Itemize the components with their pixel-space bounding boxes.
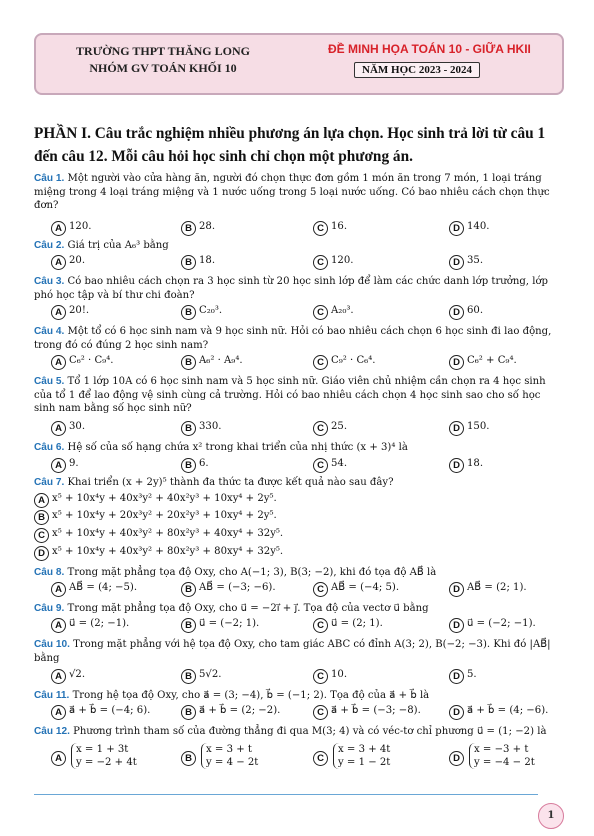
option-text: 330.: [199, 421, 222, 432]
option-b[interactable]: [181, 582, 276, 597]
option-c[interactable]: [313, 743, 390, 769]
option-d[interactable]: [449, 305, 483, 320]
option-text: a⃗ + b⃗ = (−4; 6).: [69, 705, 151, 716]
question-label: Câu 10.: [34, 639, 70, 650]
option-text: a⃗ + b⃗ = (−3; −8).: [331, 705, 421, 716]
question-text: Trong mặt phẳng tọa độ Oxy, cho u⃗ = −2i⃗ + j⃗. Tọa độ của vectơ u⃗ bằng: [67, 603, 429, 614]
option-text: C₆² · C₉⁴.: [69, 355, 114, 366]
option-a[interactable]: [51, 618, 129, 633]
option-d[interactable]: [449, 458, 483, 473]
option-b[interactable]: [34, 510, 277, 525]
question-1: [34, 172, 560, 213]
option-text: u⃗ = (−2; 1).: [199, 618, 260, 629]
option-a[interactable]: [51, 305, 89, 320]
question-label: Câu 6.: [34, 442, 65, 453]
option-b[interactable]: [181, 618, 259, 633]
option-letter-circle: C: [313, 221, 328, 236]
option-d[interactable]: [449, 618, 536, 633]
option-letter-circle: C: [313, 458, 328, 473]
question-label: Câu 7.: [34, 477, 65, 488]
option-b[interactable]: [181, 255, 215, 270]
option-letter-circle: D: [449, 355, 464, 370]
option-letter-circle: D: [449, 221, 464, 236]
option-a[interactable]: [51, 669, 85, 684]
option-letter-circle: D: [449, 618, 464, 633]
option-letter-circle: A: [34, 493, 49, 508]
option-letter-circle: B: [181, 355, 196, 370]
option-letter-circle: C: [313, 255, 328, 270]
equation-line: y = 4 − 2t: [206, 757, 259, 768]
option-b[interactable]: [181, 305, 222, 320]
option-letter-circle: A: [51, 669, 66, 684]
option-text: 5.: [467, 669, 477, 680]
school-line-2: NHÓM GV TOÁN KHỐI 10: [89, 61, 237, 75]
option-a[interactable]: [51, 458, 79, 473]
question-6: [34, 441, 560, 455]
option-b[interactable]: [181, 705, 280, 720]
option-c[interactable]: [313, 669, 347, 684]
option-text: u⃗ = (2; −1).: [69, 618, 130, 629]
option-text: 25.: [331, 421, 348, 432]
options-row: [34, 221, 560, 236]
option-a[interactable]: [51, 221, 91, 236]
options-row: [34, 458, 560, 473]
option-text: x⁵ + 10x⁴y + 40x³y² + 40x²y³ + 10xy⁴ + 2y⁵.: [52, 493, 277, 504]
option-text: 28.: [199, 221, 216, 232]
header-box: [34, 33, 564, 95]
exam-title: ĐỀ MINH HỌA TOÁN 10 - GIỮA HKII: [328, 42, 531, 56]
option-text: 18.: [467, 458, 484, 469]
option-a[interactable]: [34, 493, 277, 508]
question-4: [34, 325, 560, 352]
option-letter-circle: A: [51, 582, 66, 597]
question-10: [34, 638, 560, 665]
option-text: 60.: [467, 305, 484, 316]
equation-line: x = 3 + 4t: [338, 744, 391, 755]
option-b[interactable]: [181, 743, 258, 769]
option-b[interactable]: [181, 669, 221, 684]
option-letter-circle: D: [449, 669, 464, 684]
option-d[interactable]: [34, 546, 283, 561]
option-c[interactable]: [313, 305, 354, 320]
school-name: [58, 43, 268, 77]
option-d[interactable]: [449, 705, 548, 720]
option-a[interactable]: [51, 705, 150, 720]
option-text: a⃗ + b⃗ = (2; −2).: [199, 705, 281, 716]
option-letter-circle: A: [51, 705, 66, 720]
option-letter-circle: C: [34, 528, 49, 543]
option-c[interactable]: [313, 458, 347, 473]
option-text: AB⃗ = (4; −5).: [69, 582, 138, 593]
option-text: 9.: [69, 458, 79, 469]
option-text: u⃗ = (2; 1).: [331, 618, 383, 629]
option-text: x⁵ + 10x⁴y + 20x³y² + 20x²y³ + 10xy⁴ + 2y⁵.: [52, 510, 277, 521]
question-7: [34, 476, 560, 490]
option-text: u⃗ = (−2; −1).: [467, 618, 536, 629]
option-text: x⁵ + 10x⁴y + 40x³y² + 80x²y³ + 80xy⁴ + 32y⁵.: [52, 546, 284, 557]
options-row: [34, 705, 560, 720]
school-year: NĂM HỌC 2023 - 2024: [354, 62, 480, 78]
option-text: A₆² · A₉⁴.: [199, 355, 243, 366]
page-number: 1: [538, 803, 564, 829]
question-label: Câu 12.: [34, 726, 70, 737]
option-b[interactable]: [181, 421, 221, 436]
option-letter-circle: A: [51, 221, 66, 236]
option-letter-circle: A: [51, 305, 66, 320]
option-c[interactable]: [313, 255, 353, 270]
option-d[interactable]: [449, 582, 527, 597]
options-row: [34, 255, 560, 270]
option-letter-circle: A: [51, 751, 66, 766]
question-label: Câu 3.: [34, 276, 65, 287]
option-letter-circle: A: [51, 355, 66, 370]
question-label: Câu 9.: [34, 603, 65, 614]
question-text: Hệ số của số hạng chứa x² trong khai triển của nhị thức (x + 3)⁴ là: [67, 442, 408, 453]
options-row: [34, 305, 560, 320]
option-b[interactable]: [181, 221, 215, 236]
option-letter-circle: B: [181, 582, 196, 597]
equation-line: y = −4 − 2t: [474, 757, 535, 768]
option-text: 140.: [467, 221, 490, 232]
question-label: Câu 2.: [34, 240, 65, 251]
option-text: 18.: [199, 255, 216, 266]
option-d[interactable]: [449, 255, 483, 270]
question-text: Trong mặt phẳng tọa độ Oxy, cho A(−1; 3), B(3; −2), khi đó tọa độ AB⃗ là: [67, 567, 437, 578]
option-letter-circle: A: [51, 458, 66, 473]
option-text: 54.: [331, 458, 348, 469]
option-text: 20.: [69, 255, 86, 266]
equation-line: x = −3 + t: [474, 744, 529, 755]
option-letter-circle: B: [181, 255, 196, 270]
question-9: [34, 602, 560, 616]
option-c[interactable]: [313, 421, 347, 436]
option-letter-circle: B: [181, 669, 196, 684]
option-c[interactable]: [34, 528, 283, 543]
options-row: [34, 744, 560, 772]
question-label: Câu 4.: [34, 326, 65, 337]
question-5: [34, 375, 560, 416]
question-2: [34, 239, 560, 253]
option-letter-circle: B: [181, 751, 196, 766]
option-letter-circle: D: [449, 458, 464, 473]
question-11: [34, 689, 560, 703]
option-letter-circle: B: [181, 705, 196, 720]
options-row: [34, 582, 560, 597]
question-text: Giá trị của A₆³ bằng: [67, 240, 169, 251]
options-row: [34, 421, 560, 436]
option-letter-circle: B: [181, 458, 196, 473]
option-letter-circle: C: [313, 421, 328, 436]
equation-line: x = 3 + t: [206, 744, 252, 755]
option-d[interactable]: [449, 355, 517, 370]
option-text: x⁵ + 10x⁴y + 40x³y² + 80x²y³ + 40xy⁴ + 32y⁵.: [52, 528, 284, 539]
option-text: AB⃗ = (−4; 5).: [331, 582, 400, 593]
question-text: Khai triển (x + 2y)⁵ thành đa thức ta được kết quả nào sau đây?: [67, 477, 394, 488]
option-letter-circle: D: [449, 582, 464, 597]
option-letter-circle: A: [51, 421, 66, 436]
option-letter-circle: B: [181, 618, 196, 633]
options-row: [34, 355, 560, 370]
option-d[interactable]: [449, 743, 535, 769]
option-text: 120.: [69, 221, 92, 232]
option-a[interactable]: [51, 255, 85, 270]
option-letter-circle: D: [449, 751, 464, 766]
option-letter-circle: C: [313, 669, 328, 684]
school-line-1: TRƯỜNG THPT THĂNG LONG: [76, 44, 250, 58]
equation-system: [469, 743, 535, 769]
option-letter-circle: C: [313, 305, 328, 320]
option-c[interactable]: [313, 221, 347, 236]
option-text: 150.: [467, 421, 490, 432]
option-c[interactable]: [313, 355, 375, 370]
option-letter-circle: B: [181, 421, 196, 436]
option-letter-circle: C: [313, 751, 328, 766]
option-c[interactable]: [313, 705, 421, 720]
question-text: Một người vào cửa hàng ăn, người đó chọn thực đơn gồm 1 món ăn trong 7 món, 1 loại tráng miệng trong 4 loại tráng miệng và 1 nước uống trong 5 loại nước uống. Có bao nhiêu cách chọn thực đơn?: [34, 173, 550, 211]
question-text: Phương trình tham số của đường thẳng đi qua M(3; 4) và có véc-tơ chỉ phương u⃗ = (1; −2) là: [73, 726, 547, 737]
option-c[interactable]: [313, 618, 383, 633]
footer-divider: [34, 794, 538, 795]
option-letter-circle: B: [181, 305, 196, 320]
question-text: Trong hệ tọa độ Oxy, cho a⃗ = (3; −4), b⃗ = (−1; 2). Tọa độ của a⃗ + b⃗ là: [72, 690, 430, 701]
option-a[interactable]: [51, 743, 137, 769]
options-row: [34, 618, 560, 633]
question-text: Có bao nhiêu cách chọn ra 3 học sinh từ 20 học sinh lớp để làm các chức danh lớp trưởng, lớp phó học tập và bí thư chi đoàn?: [34, 276, 548, 301]
option-letter-circle: D: [449, 255, 464, 270]
equation-line: y = 1 − 2t: [338, 757, 391, 768]
option-text: √2.: [69, 669, 86, 680]
option-text: 120.: [331, 255, 354, 266]
equation-line: y = −2 + 4t: [76, 757, 137, 768]
option-a[interactable]: [51, 355, 113, 370]
question-label: Câu 8.: [34, 567, 65, 578]
equation-system: [333, 743, 390, 769]
option-text: 30.: [69, 421, 86, 432]
option-letter-circle: A: [51, 618, 66, 633]
option-letter-circle: C: [313, 582, 328, 597]
option-letter-circle: C: [313, 618, 328, 633]
question-text: Trong mặt phẳng với hệ tọa độ Oxy, cho tam giác ABC có đỉnh A(3; 2), B(−2; −3). Khi đó |AB⃗| bằng: [34, 639, 551, 664]
option-letter-circle: D: [449, 305, 464, 320]
option-text: 16.: [331, 221, 348, 232]
option-text: a⃗ + b⃗ = (4; −6).: [467, 705, 549, 716]
options-row: [34, 669, 560, 684]
question-label: Câu 1.: [34, 173, 65, 184]
question-text: Tổ 1 lớp 10A có 6 học sinh nam và 5 học sinh nữ. Giáo viên chủ nhiệm cần chọn ra 4 học sinh của tổ 1 để lao động vệ sinh cùng cả trường. Hỏi có bao nhiêu cách chọn 4 học sinh sao cho số học sinh nam bằng số học sinh nữ?: [34, 376, 546, 414]
option-letter-circle: C: [313, 355, 328, 370]
part-title: PHẦN I. Câu trắc nghiệm nhiều phương án lựa chọn. Học sinh trả lời từ câu 1 đến câu 12. Mỗi câu hỏi học sinh chỉ chọn một phương án.: [34, 125, 546, 165]
option-b[interactable]: [181, 355, 243, 370]
option-c[interactable]: [313, 582, 399, 597]
option-text: A₂₀³.: [331, 305, 354, 316]
option-letter-circle: D: [34, 546, 49, 561]
equation-line: x = 1 + 3t: [76, 744, 129, 755]
question-label: Câu 11.: [34, 690, 70, 701]
question-label: Câu 5.: [34, 376, 65, 387]
option-text: 5√2.: [199, 669, 222, 680]
option-letter-circle: B: [34, 510, 49, 525]
option-text: C₂₀³.: [199, 305, 223, 316]
question-8: [34, 566, 560, 580]
equation-system: [71, 743, 137, 769]
option-text: C₉² · C₆⁴.: [331, 355, 376, 366]
option-letter-circle: D: [449, 421, 464, 436]
option-text: AB⃗ = (−3; −6).: [199, 582, 276, 593]
question-text: Một tổ có 6 học sinh nam và 9 học sinh nữ. Hỏi có bao nhiêu cách chọn 6 học sinh đi lao động, trong đó có đúng 2 học sinh nam?: [34, 326, 552, 351]
option-d[interactable]: [449, 421, 489, 436]
option-d[interactable]: [449, 221, 489, 236]
equation-system: [201, 743, 258, 769]
option-letter-circle: B: [181, 221, 196, 236]
option-text: C₆² + C₉⁴.: [467, 355, 517, 366]
option-text: 35.: [467, 255, 484, 266]
option-text: 20!.: [69, 305, 90, 316]
question-12: [34, 725, 560, 739]
option-text: 6.: [199, 458, 209, 469]
option-d[interactable]: [449, 669, 477, 684]
option-text: AB⃗ = (2; 1).: [467, 582, 527, 593]
option-a[interactable]: [51, 421, 85, 436]
option-a[interactable]: [51, 582, 137, 597]
option-letter-circle: C: [313, 705, 328, 720]
option-letter-circle: D: [449, 705, 464, 720]
option-letter-circle: A: [51, 255, 66, 270]
option-b[interactable]: [181, 458, 209, 473]
question-3: [34, 275, 560, 302]
option-text: 10.: [331, 669, 348, 680]
